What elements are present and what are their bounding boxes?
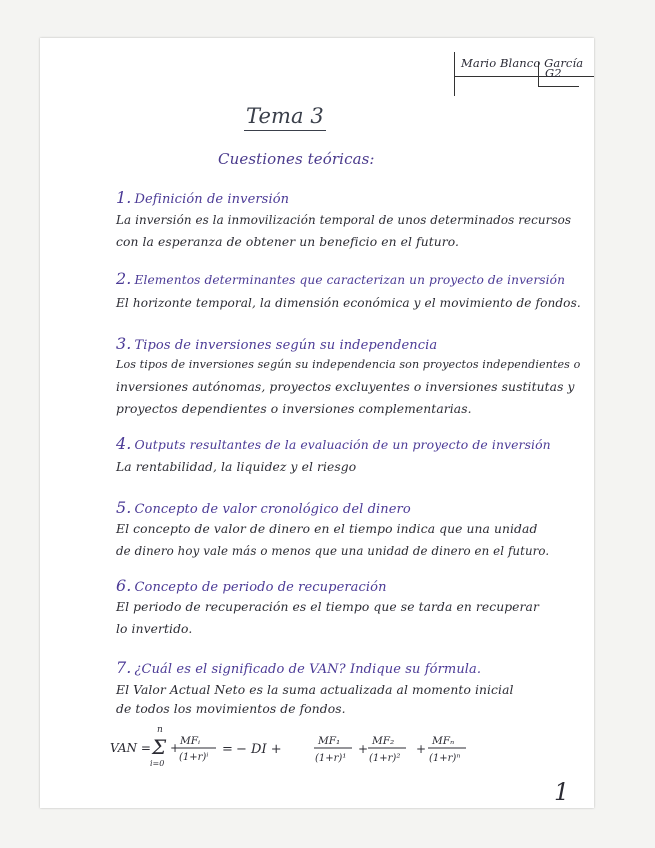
notebook-page bbox=[40, 38, 594, 808]
sum-upper-limit: n bbox=[157, 725, 163, 735]
question-text: Outputs resultantes de la evaluación de un proyecto de inversión bbox=[134, 437, 551, 452]
general-term-numerator: MFᵢ bbox=[180, 735, 201, 747]
question-text: ¿Cuál es el significado de VAN? Indique su fórmula. bbox=[134, 662, 482, 677]
question-2 bbox=[116, 269, 565, 288]
answer-line: lo invertido. bbox=[116, 622, 193, 636]
answer-line: Los tipos de inversiones según su independencia son proyectos independientes o bbox=[116, 358, 581, 371]
answer-line: La inversión es la inmovilización temporal de unos determinados recursos bbox=[116, 213, 572, 227]
question-1 bbox=[116, 188, 289, 207]
formula-plus: + bbox=[358, 742, 369, 756]
question-text: Concepto de valor cronológico del dinero bbox=[134, 502, 411, 517]
answer-line: El periodo de recuperación es el tiempo que se tarda en recuperar bbox=[116, 600, 539, 614]
question-text: Concepto de periodo de recuperación bbox=[134, 580, 387, 595]
formula-plus: + bbox=[170, 741, 181, 755]
group-code: G2 bbox=[545, 66, 562, 80]
general-term-denominator: (1+r)ⁱ bbox=[179, 752, 209, 763]
term1-denominator: (1+r)¹ bbox=[315, 753, 347, 764]
author-name: Mario Blanco García bbox=[461, 56, 584, 70]
term1-numerator: MF₁ bbox=[318, 735, 341, 747]
formula-lhs: VAN = bbox=[110, 741, 151, 755]
question-number: 3. bbox=[116, 334, 132, 353]
answer-line: El concepto de valor de dinero en el tiempo indica que una unidad bbox=[116, 522, 538, 536]
answer-line: de todos los movimientos de fondos. bbox=[116, 702, 346, 716]
title-underline bbox=[244, 130, 326, 131]
termn-numerator: MFₙ bbox=[432, 735, 455, 747]
question-text: Definición de inversión bbox=[134, 192, 290, 207]
answer-line: con la esperanza de obtener un beneficio en el futuro. bbox=[116, 235, 460, 249]
section-subtitle: Cuestiones teóricas: bbox=[218, 150, 375, 168]
formula-plus: + bbox=[416, 742, 427, 756]
answer-line: El horizonte temporal, la dimensión económica y el movimiento de fondos. bbox=[116, 296, 581, 310]
term2-denominator: (1+r)² bbox=[369, 753, 401, 764]
question-number: 4. bbox=[116, 434, 132, 453]
termn-denominator: (1+r)ⁿ bbox=[429, 753, 461, 764]
van-formula bbox=[110, 722, 550, 774]
formula-minus-di: − DI + bbox=[236, 742, 282, 757]
question-text: Elementos determinantes que caracterizan un proyecto de inversión bbox=[134, 273, 566, 287]
term2-numerator: MF₂ bbox=[372, 735, 395, 747]
question-number: 7. bbox=[116, 658, 132, 677]
question-4 bbox=[116, 434, 551, 453]
sum-symbol: Σ bbox=[152, 735, 167, 759]
formula-equals: = bbox=[222, 742, 233, 757]
answer-line: inversiones autónomas, proyectos excluyentes o inversiones sustitutas y bbox=[116, 380, 575, 394]
question-5 bbox=[116, 498, 411, 517]
answer-line: El Valor Actual Neto es la suma actualizada al momento inicial bbox=[116, 683, 514, 697]
question-number: 2. bbox=[116, 269, 132, 288]
answer-line: La rentabilidad, la liquidez y el riesgo bbox=[116, 460, 357, 474]
question-text: Tipos de inversiones según su independencia bbox=[134, 338, 438, 353]
question-number: 1. bbox=[116, 188, 132, 207]
question-7 bbox=[116, 658, 481, 677]
group-box bbox=[538, 62, 579, 87]
answer-line: de dinero hoy vale más o menos que una unidad de dinero en el futuro. bbox=[116, 544, 550, 558]
question-number: 5. bbox=[116, 498, 132, 517]
answer-line: proyectos dependientes o inversiones complementarias. bbox=[116, 402, 472, 416]
question-6 bbox=[116, 576, 387, 595]
question-number: 6. bbox=[116, 576, 132, 595]
sum-lower-limit: i=0 bbox=[150, 759, 165, 768]
page-title: Tema 3 bbox=[246, 104, 324, 128]
question-3 bbox=[116, 334, 437, 353]
page-number: 1 bbox=[554, 778, 570, 806]
